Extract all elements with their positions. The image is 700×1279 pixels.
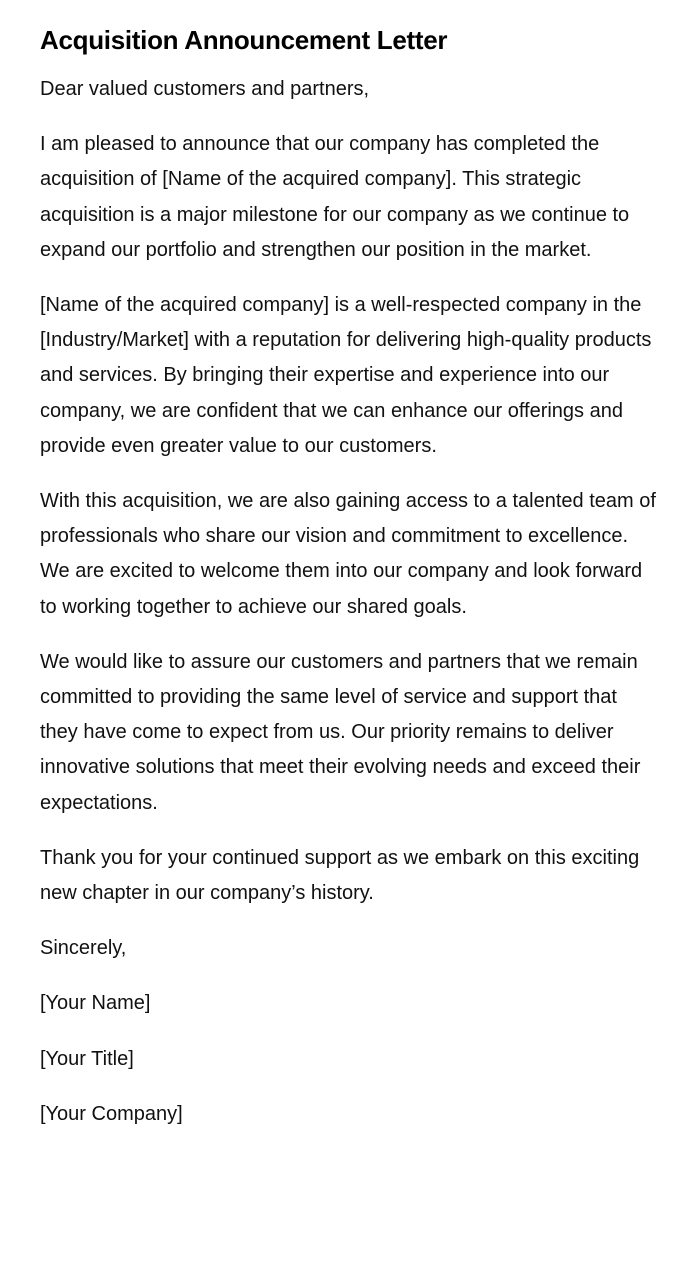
letter-greeting: Dear valued customers and partners, — [40, 78, 370, 100]
signature-name: [Your Name] — [40, 992, 151, 1015]
letter-paragraph-4: We would like to assure our customers and partners that we remain committed to providing the same level of service and support that they have come to expect from us. Our priority remains to deliver innovative solutions that meet their evolving needs and exceed their expectations. — [40, 650, 641, 814]
signature-title: [Your Title] — [40, 1047, 134, 1070]
letter-paragraph-2: [Name of the acquired company] is a well-respected company in the [Industry/Market] with a reputation for delivering high-quality products and services. By bringing their expertise and experience into our company, we are confident that we can enhance our offerings and provide even greater value to our customers. — [40, 294, 652, 457]
signature-company: [Your Company] — [40, 1102, 183, 1125]
letter-paragraph-5: Thank you for your continued support as we embark on this exciting new chapter in our company’s history. — [40, 846, 640, 905]
letter-title: Acquisition Announcement Letter — [40, 25, 448, 55]
letter-paragraph-1: I am pleased to announce that our company has completed the acquisition of [Name of the acquired company]. This strategic acquisition is a major milestone for our company as we continue to expand our portfolio and strengthen our position in the market. — [40, 133, 630, 261]
letter-paragraph-3: With this acquisition, we are also gaining access to a talented team of professionals who share our vision and commitment to excellence. We are excited to welcome them into our company and look forward to working together to achieve our shared goals. — [40, 490, 656, 618]
letter-closing: Sincerely, — [40, 937, 127, 960]
